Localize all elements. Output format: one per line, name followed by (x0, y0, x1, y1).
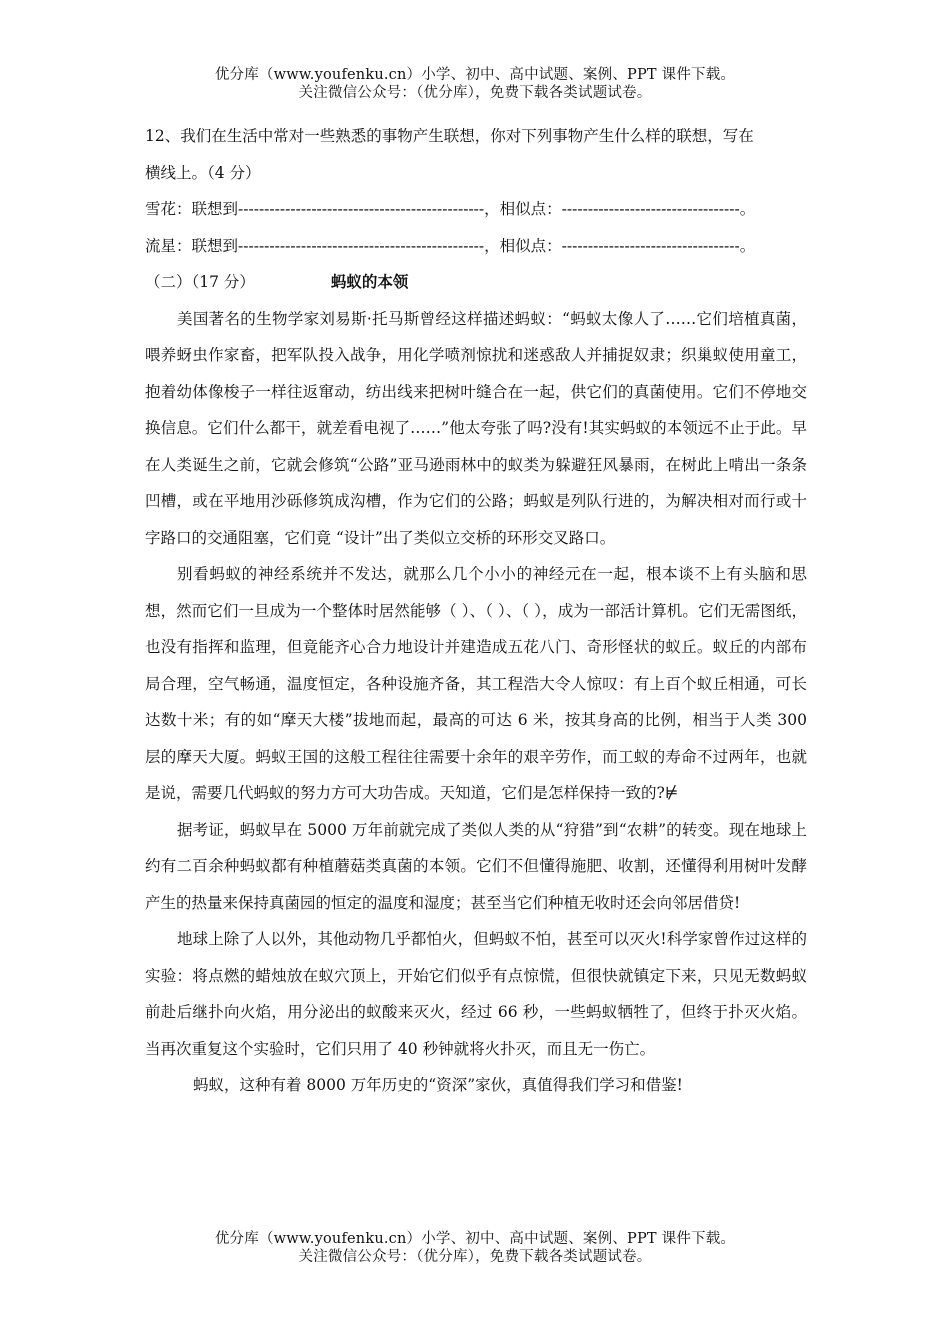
section-heading (145, 264, 807, 301)
passage-paragraph-2: 别看蚂蚁的神经系统并不发达，就那么几个小小的神经元在一起，根本谈不上有头脑和思想，然而它们一旦成为一个整体时居然能够（ ）、（ ）、（ ），成为一部活计算机。它们无需图纸，也没有指挥和监理，但竟能齐心合力地设计并建造成五花八门、奇形怪状的蚁丘。蚁丘的内部布局合理，空气畅通，温度恒定，各种设施齐备，其工程浩大令人惊叹：有上百个蚁丘相通，可长达数十米；有的如“摩天大楼”拔地而起，最高的可达 6 米，按其身高的比例，相当于人类 300 层的摩天大厦。蚂蚁王国的这般工程往往需要十余年的艰辛劳作，而工蚁的寿命不过两年，也就是说，需要几代蚂蚁的努力方可大功告成。天知道，它们是怎样保持一致的?⊭ (145, 565, 807, 802)
passage-paragraph-1: 美国著名的生物学家刘易斯·托马斯曾经这样描述蚂蚁：“蚂蚁太像人了……它们培植真菌，喂养蚜虫作家畜，把军队投入战争，用化学喷剂惊扰和迷惑敌人并捕捉奴隶；织巢蚁使用童工，抱着幼体像梭子一样往返窜动，纺出线来把树叶缝合在一起，供它们的真菌使用。它们不停地交换信息。它们什么都干，就差看电视了……”他太夸张了吗?没有!其实蚂蚁的本领远不止于此。早在人类诞生之前，它就会修筑“公路”亚马逊雨林中的蚁类为躲避狂风暴雨，在树此上啃出一条条凹槽，或在平地用沙砾修筑成沟槽，作为它们的公路；蚂蚁是列队行进的，为解决相对而行或十字路口的交通阻塞，它们竟 “设计”出了类似立交桥的环形交叉路口。 (145, 309, 807, 547)
passage-title: 蚂蚁的本领 (330, 272, 409, 291)
footer-line-1: 优分库（www.youfenku.cn）小学、初中、高中试题、案例、PPT 课件下载。 (214, 1231, 736, 1247)
footer-line-2: 关注微信公众号：（优分库），免费下载各类试题试卷。 (298, 1249, 652, 1265)
section-label: （二）（17 分） (145, 273, 255, 291)
snowflake-association-line: 雪花：联想到-----------------------------------------------，相似点：----------------------------------。 (145, 200, 756, 218)
question-12-prompt-line-2: 横线上。（4 分） (145, 163, 261, 182)
meteor-association-line: 流星：联想到-----------------------------------------------，相似点：----------------------------------。 (145, 236, 756, 255)
header-line-2: 关注微信公众号：（优分库），免费下载各类试题试卷。 (298, 85, 652, 101)
document-body (145, 118, 807, 1104)
page-footer (0, 1230, 950, 1266)
passage-paragraph-3: 据考证，蚂蚁早在 5000 万年前就完成了类似人类的从“狩猎”到“农耕”的转变。现在地球上约有二百余种蚂蚁都有种植蘑菇类真菌的本领。它们不但懂得施肥、收割，还懂得利用树叶发酵产生的热量来保持真菌园的恒定的温度和湿度；甚至当它们种植无收时还会向邻居借贷! (145, 820, 807, 912)
page-header (0, 66, 950, 102)
question-12-prompt-line-1: 12、我们在生活中常对一些熟悉的事物产生联想，你对下列事物产生什么样的联想，写在 (145, 127, 754, 145)
passage-closing: 蚂蚁，这种有着 8000 万年历史的“资深”家伙，真值得我们学习和借鉴! (193, 1076, 683, 1094)
header-line-1: 优分库（www.youfenku.cn）小学、初中、高中试题、案例、PPT 课件下载。 (214, 67, 736, 83)
passage-paragraph-4: 地球上除了人以外，其他动物几乎都怕火，但蚂蚁不怕，甚至可以灭火!科学家曾作过这样的实验：将点燃的蜡烛放在蚁穴顶上，开始它们似乎有点惊慌，但很快就镇定下来，只见无数蚂蚁前赴后继扑向火焰，用分泌出的蚁酸来灭火，经过 66 秒，一些蚂蚁牺牲了，但终于扑灭火焰。当再次重复这个实验时，它们只用了 40 秒钟就将火扑灭，而且无一伤亡。 (145, 930, 807, 1058)
